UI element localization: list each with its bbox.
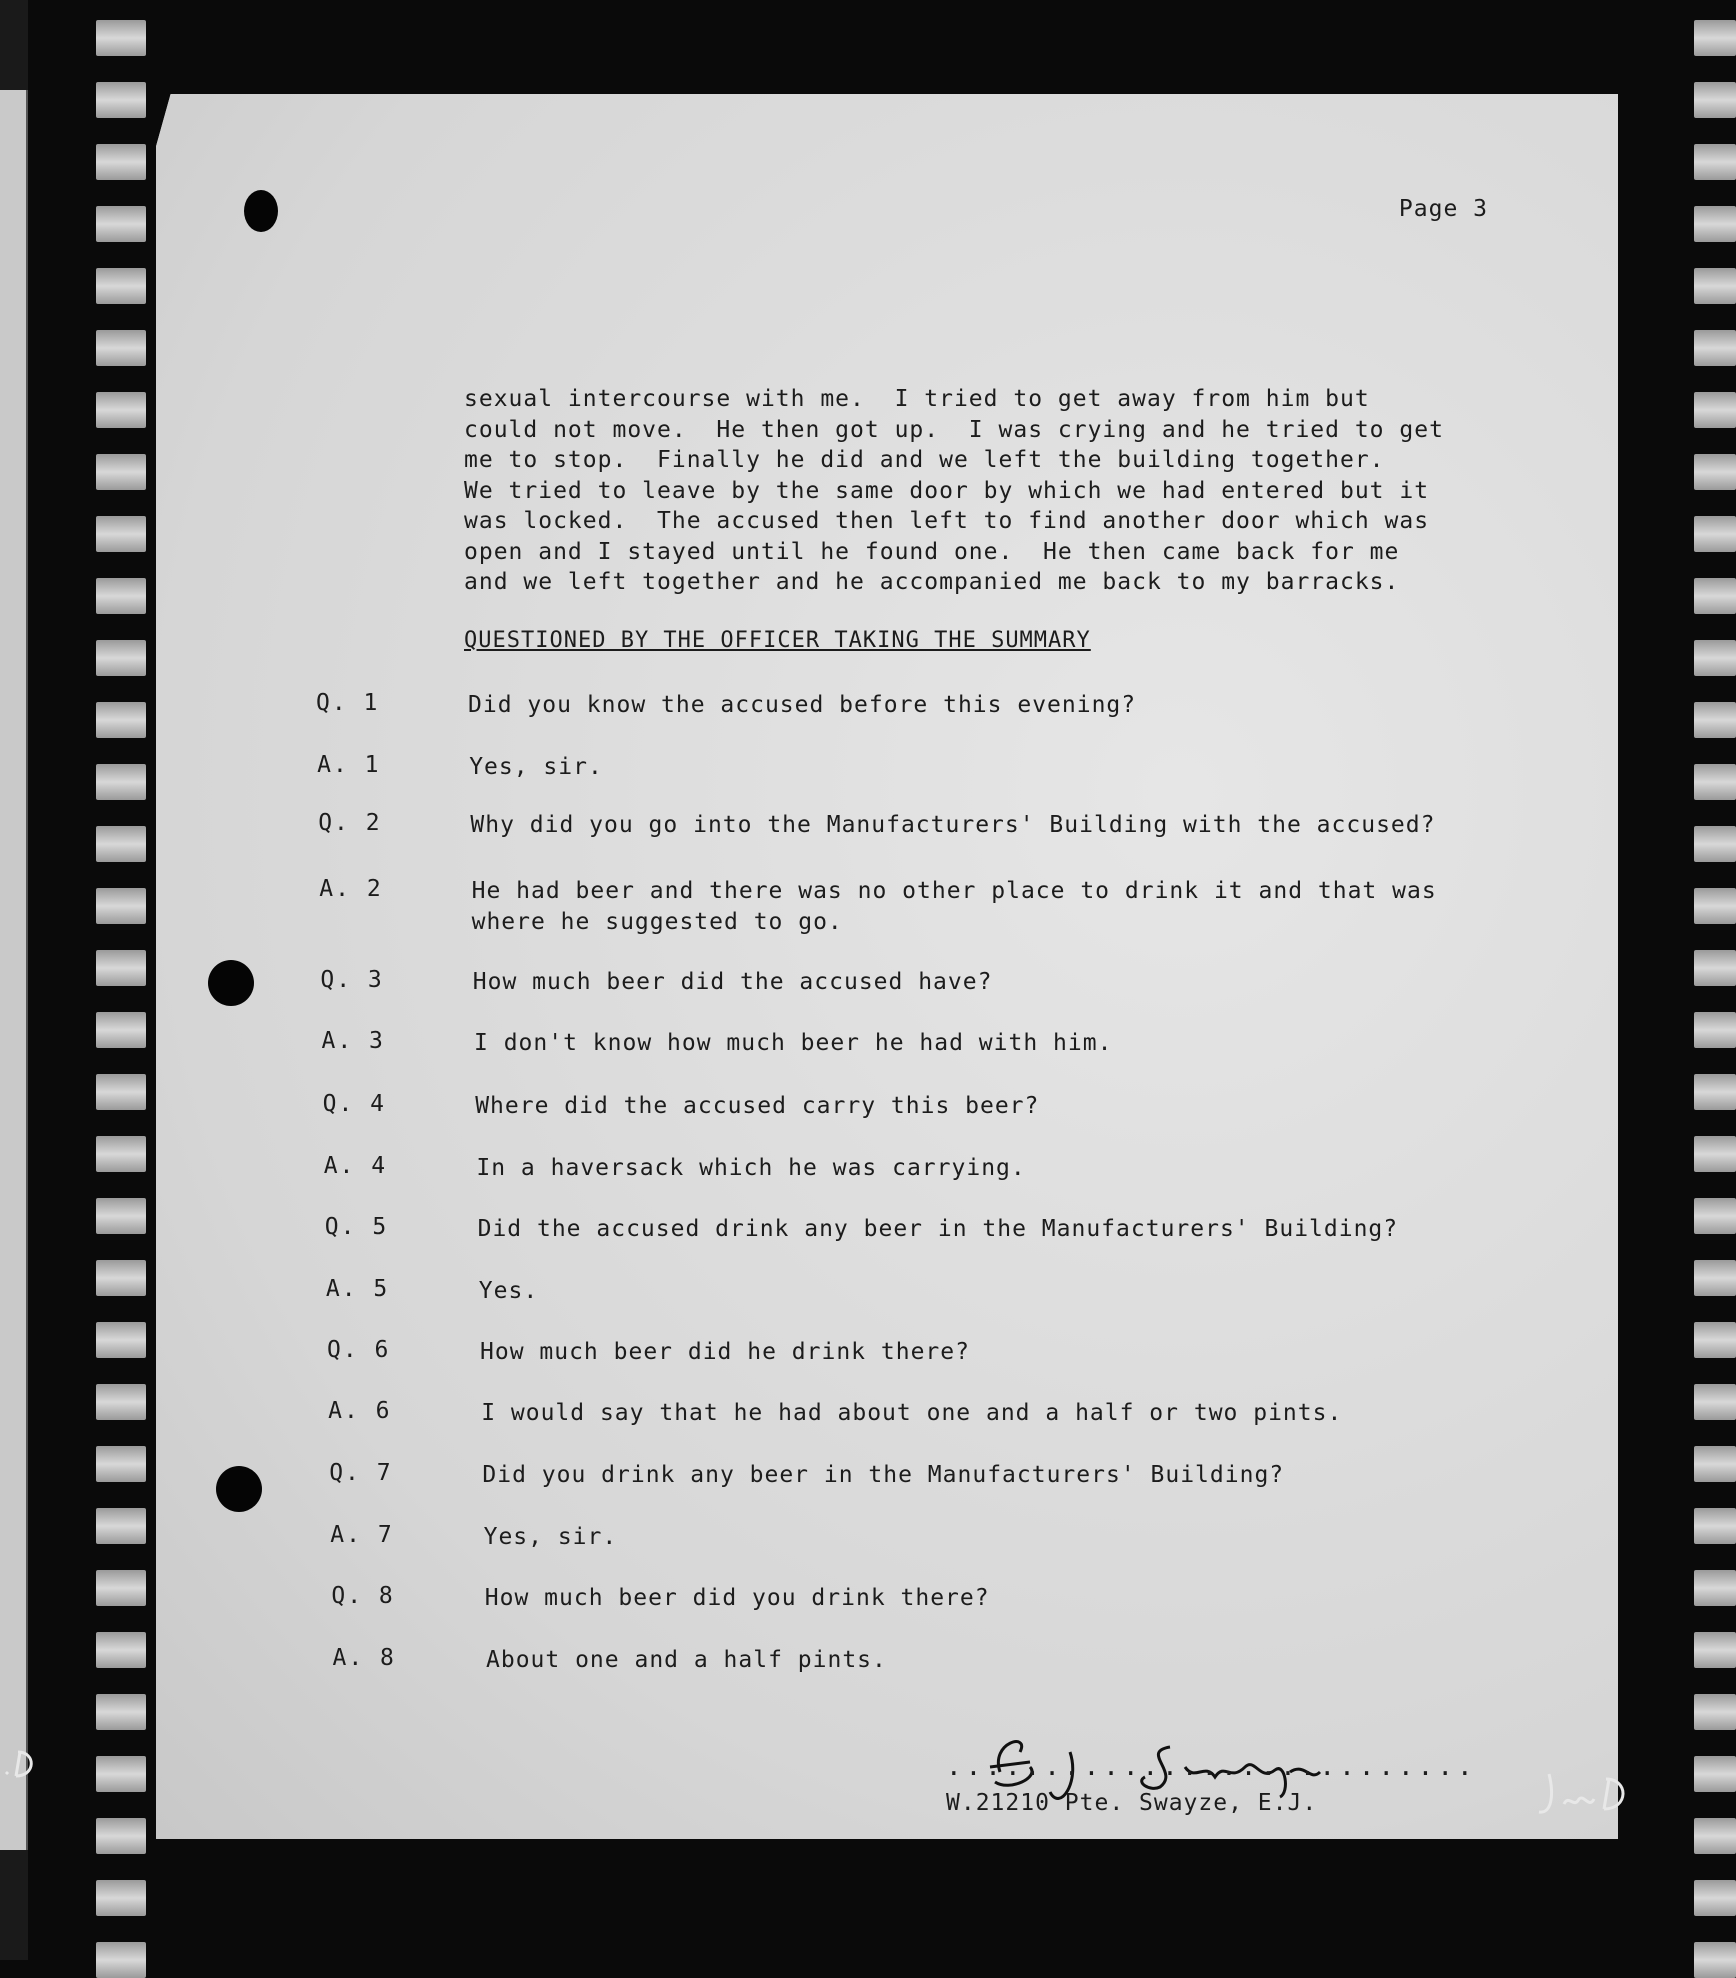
answer-text: He had beer and there was no other place to drink it and that was where he suggested to go. xyxy=(471,878,1437,935)
sprocket-hole xyxy=(1694,1446,1736,1482)
question-label: Q. 8 xyxy=(331,1583,395,1609)
question-text: Did you drink any beer in the Manufacturers' Building? xyxy=(482,1462,1285,1488)
question-label: Q. 2 xyxy=(318,810,382,836)
answer-label: A. 4 xyxy=(323,1153,388,1179)
answer-label: A. 3 xyxy=(321,1028,385,1054)
sprocket-hole xyxy=(1694,392,1736,428)
answer-label: A. 1 xyxy=(317,752,381,778)
sprocket-hole xyxy=(1694,1136,1736,1172)
sprocket-hole xyxy=(1694,1694,1736,1730)
sprocket-hole xyxy=(96,1384,146,1420)
answer-text: Yes. xyxy=(478,1278,539,1304)
question-label: Q. 4 xyxy=(322,1091,386,1117)
sprocket-hole xyxy=(1694,1942,1736,1978)
sprocket-hole xyxy=(96,20,146,56)
question-text: Did you know the accused before this evening? xyxy=(468,692,1137,718)
sprocket-hole xyxy=(1694,454,1736,490)
sprocket-column-right xyxy=(1694,0,1736,1960)
signature-line: ........................... xyxy=(946,1752,1477,1782)
sprocket-hole xyxy=(96,1756,146,1792)
sprocket-hole xyxy=(1694,1074,1736,1110)
paragraph-line: open and I stayed until he found one. He then came back for me xyxy=(464,538,1400,565)
paragraph-line: could not move. He then got up. I was crying and he tried to get xyxy=(464,416,1444,443)
sprocket-hole xyxy=(96,268,146,304)
sprocket-hole xyxy=(96,1074,146,1110)
answer-text: In a haversack which he was carrying. xyxy=(476,1155,1026,1181)
section-heading: QUESTIONED BY THE OFFICER TAKING THE SUMMARY xyxy=(464,628,1091,653)
paragraph-line: and we left together and he accompanied me back to my barracks. xyxy=(464,569,1400,595)
film-strip-left xyxy=(0,0,28,1960)
question-label: Q. 3 xyxy=(320,967,384,993)
sprocket-hole xyxy=(1694,1570,1736,1606)
question-label: Q. 5 xyxy=(324,1214,389,1240)
sprocket-hole xyxy=(96,1694,146,1730)
sprocket-hole xyxy=(1694,206,1736,242)
sprocket-hole xyxy=(96,1880,146,1916)
sprocket-hole xyxy=(1694,1508,1736,1544)
paragraph-line: We tried to leave by the same door by which we had entered but it xyxy=(464,477,1430,504)
sprocket-hole xyxy=(96,454,146,490)
signatory-name: W.21210 Pte. Swayze, E.J. xyxy=(946,1790,1318,1816)
sprocket-hole xyxy=(96,1012,146,1048)
sprocket-hole xyxy=(1694,82,1736,118)
sprocket-hole xyxy=(1694,640,1736,676)
sprocket-hole xyxy=(96,1508,146,1544)
sprocket-hole xyxy=(1694,330,1736,366)
sprocket-hole xyxy=(96,82,146,118)
sprocket-hole xyxy=(1694,268,1736,304)
question-text: Where did the accused carry this beer? xyxy=(475,1093,1040,1119)
question-text: Why did you go into the Manufacturers' Building with the accused? xyxy=(470,812,1436,838)
sprocket-hole xyxy=(1694,20,1736,56)
question-text: How much beer did the accused have? xyxy=(472,969,993,995)
sprocket-hole xyxy=(96,144,146,180)
sprocket-hole xyxy=(1694,1756,1736,1792)
sprocket-hole xyxy=(96,888,146,924)
sprocket-hole xyxy=(1694,888,1736,924)
sprocket-hole xyxy=(96,702,146,738)
sprocket-hole xyxy=(1694,826,1736,862)
adjacent-frame xyxy=(0,90,28,1850)
sprocket-hole xyxy=(96,206,146,242)
handwritten-initials-partial xyxy=(0,1744,40,1784)
question-text: Did the accused drink any beer in the Manufacturers' Building? xyxy=(477,1216,1399,1242)
sprocket-hole xyxy=(1694,516,1736,552)
answer-label: A. 8 xyxy=(332,1645,396,1671)
paragraph-line: me to stop. Finally he did and we left the building together. xyxy=(464,447,1385,473)
sprocket-hole xyxy=(1694,950,1736,986)
sprocket-hole xyxy=(96,826,146,862)
page-number: Page 3 xyxy=(1398,196,1488,222)
punch-hole xyxy=(216,1466,262,1512)
sprocket-hole xyxy=(96,1818,146,1854)
paragraph-line: was locked. The accused then left to find another door which was xyxy=(464,508,1430,534)
sprocket-column-left xyxy=(96,0,146,1960)
sprocket-hole xyxy=(1694,764,1736,800)
sprocket-hole xyxy=(96,516,146,552)
question-label: Q. 1 xyxy=(316,690,380,716)
sprocket-hole xyxy=(1694,578,1736,614)
sprocket-hole xyxy=(96,1198,146,1234)
punch-hole xyxy=(208,960,254,1006)
answer-text: I don't know how much beer he had with him. xyxy=(474,1030,1113,1056)
sprocket-hole xyxy=(1694,1632,1736,1668)
answer-text: Yes, sir. xyxy=(483,1524,618,1550)
sprocket-hole xyxy=(1694,1260,1736,1296)
sprocket-hole xyxy=(96,578,146,614)
answer-label: A. 6 xyxy=(328,1398,392,1424)
sprocket-hole xyxy=(1694,702,1736,738)
sprocket-hole xyxy=(96,392,146,428)
sprocket-hole xyxy=(96,1632,146,1668)
sprocket-hole xyxy=(1694,144,1736,180)
sprocket-hole xyxy=(1694,1880,1736,1916)
sprocket-hole xyxy=(1694,1818,1736,1854)
answer-text: Yes, sir. xyxy=(469,754,603,780)
question-text: How much beer did you drink there? xyxy=(484,1585,990,1611)
answer-text: I would say that he had about one and a half or two pints. xyxy=(481,1400,1343,1426)
sprocket-hole xyxy=(96,330,146,366)
punch-hole xyxy=(244,190,278,232)
sprocket-hole xyxy=(96,640,146,676)
sprocket-hole xyxy=(96,1260,146,1296)
sprocket-hole xyxy=(96,1446,146,1482)
sprocket-hole xyxy=(96,1322,146,1358)
sprocket-hole xyxy=(96,1942,146,1978)
sprocket-hole xyxy=(1694,1322,1736,1358)
answer-text: About one and a half pints. xyxy=(486,1647,887,1673)
question-label: Q. 6 xyxy=(327,1337,391,1363)
answer-label: A. 5 xyxy=(325,1276,390,1302)
question-label: Q. 7 xyxy=(329,1460,393,1486)
answer-label: A. 2 xyxy=(319,876,383,902)
sprocket-hole xyxy=(96,764,146,800)
question-text: How much beer did he drink there? xyxy=(480,1339,970,1365)
sprocket-hole xyxy=(1694,1384,1736,1420)
handwritten-initials xyxy=(1534,1764,1644,1824)
answer-label: A. 7 xyxy=(330,1522,394,1548)
paragraph-line: sexual intercourse with me. I tried to get away from him but xyxy=(464,386,1370,412)
sprocket-hole xyxy=(96,1570,146,1606)
sprocket-hole xyxy=(96,1136,146,1172)
sprocket-hole xyxy=(96,950,146,986)
sprocket-hole xyxy=(1694,1198,1736,1234)
sprocket-hole xyxy=(1694,1012,1736,1048)
